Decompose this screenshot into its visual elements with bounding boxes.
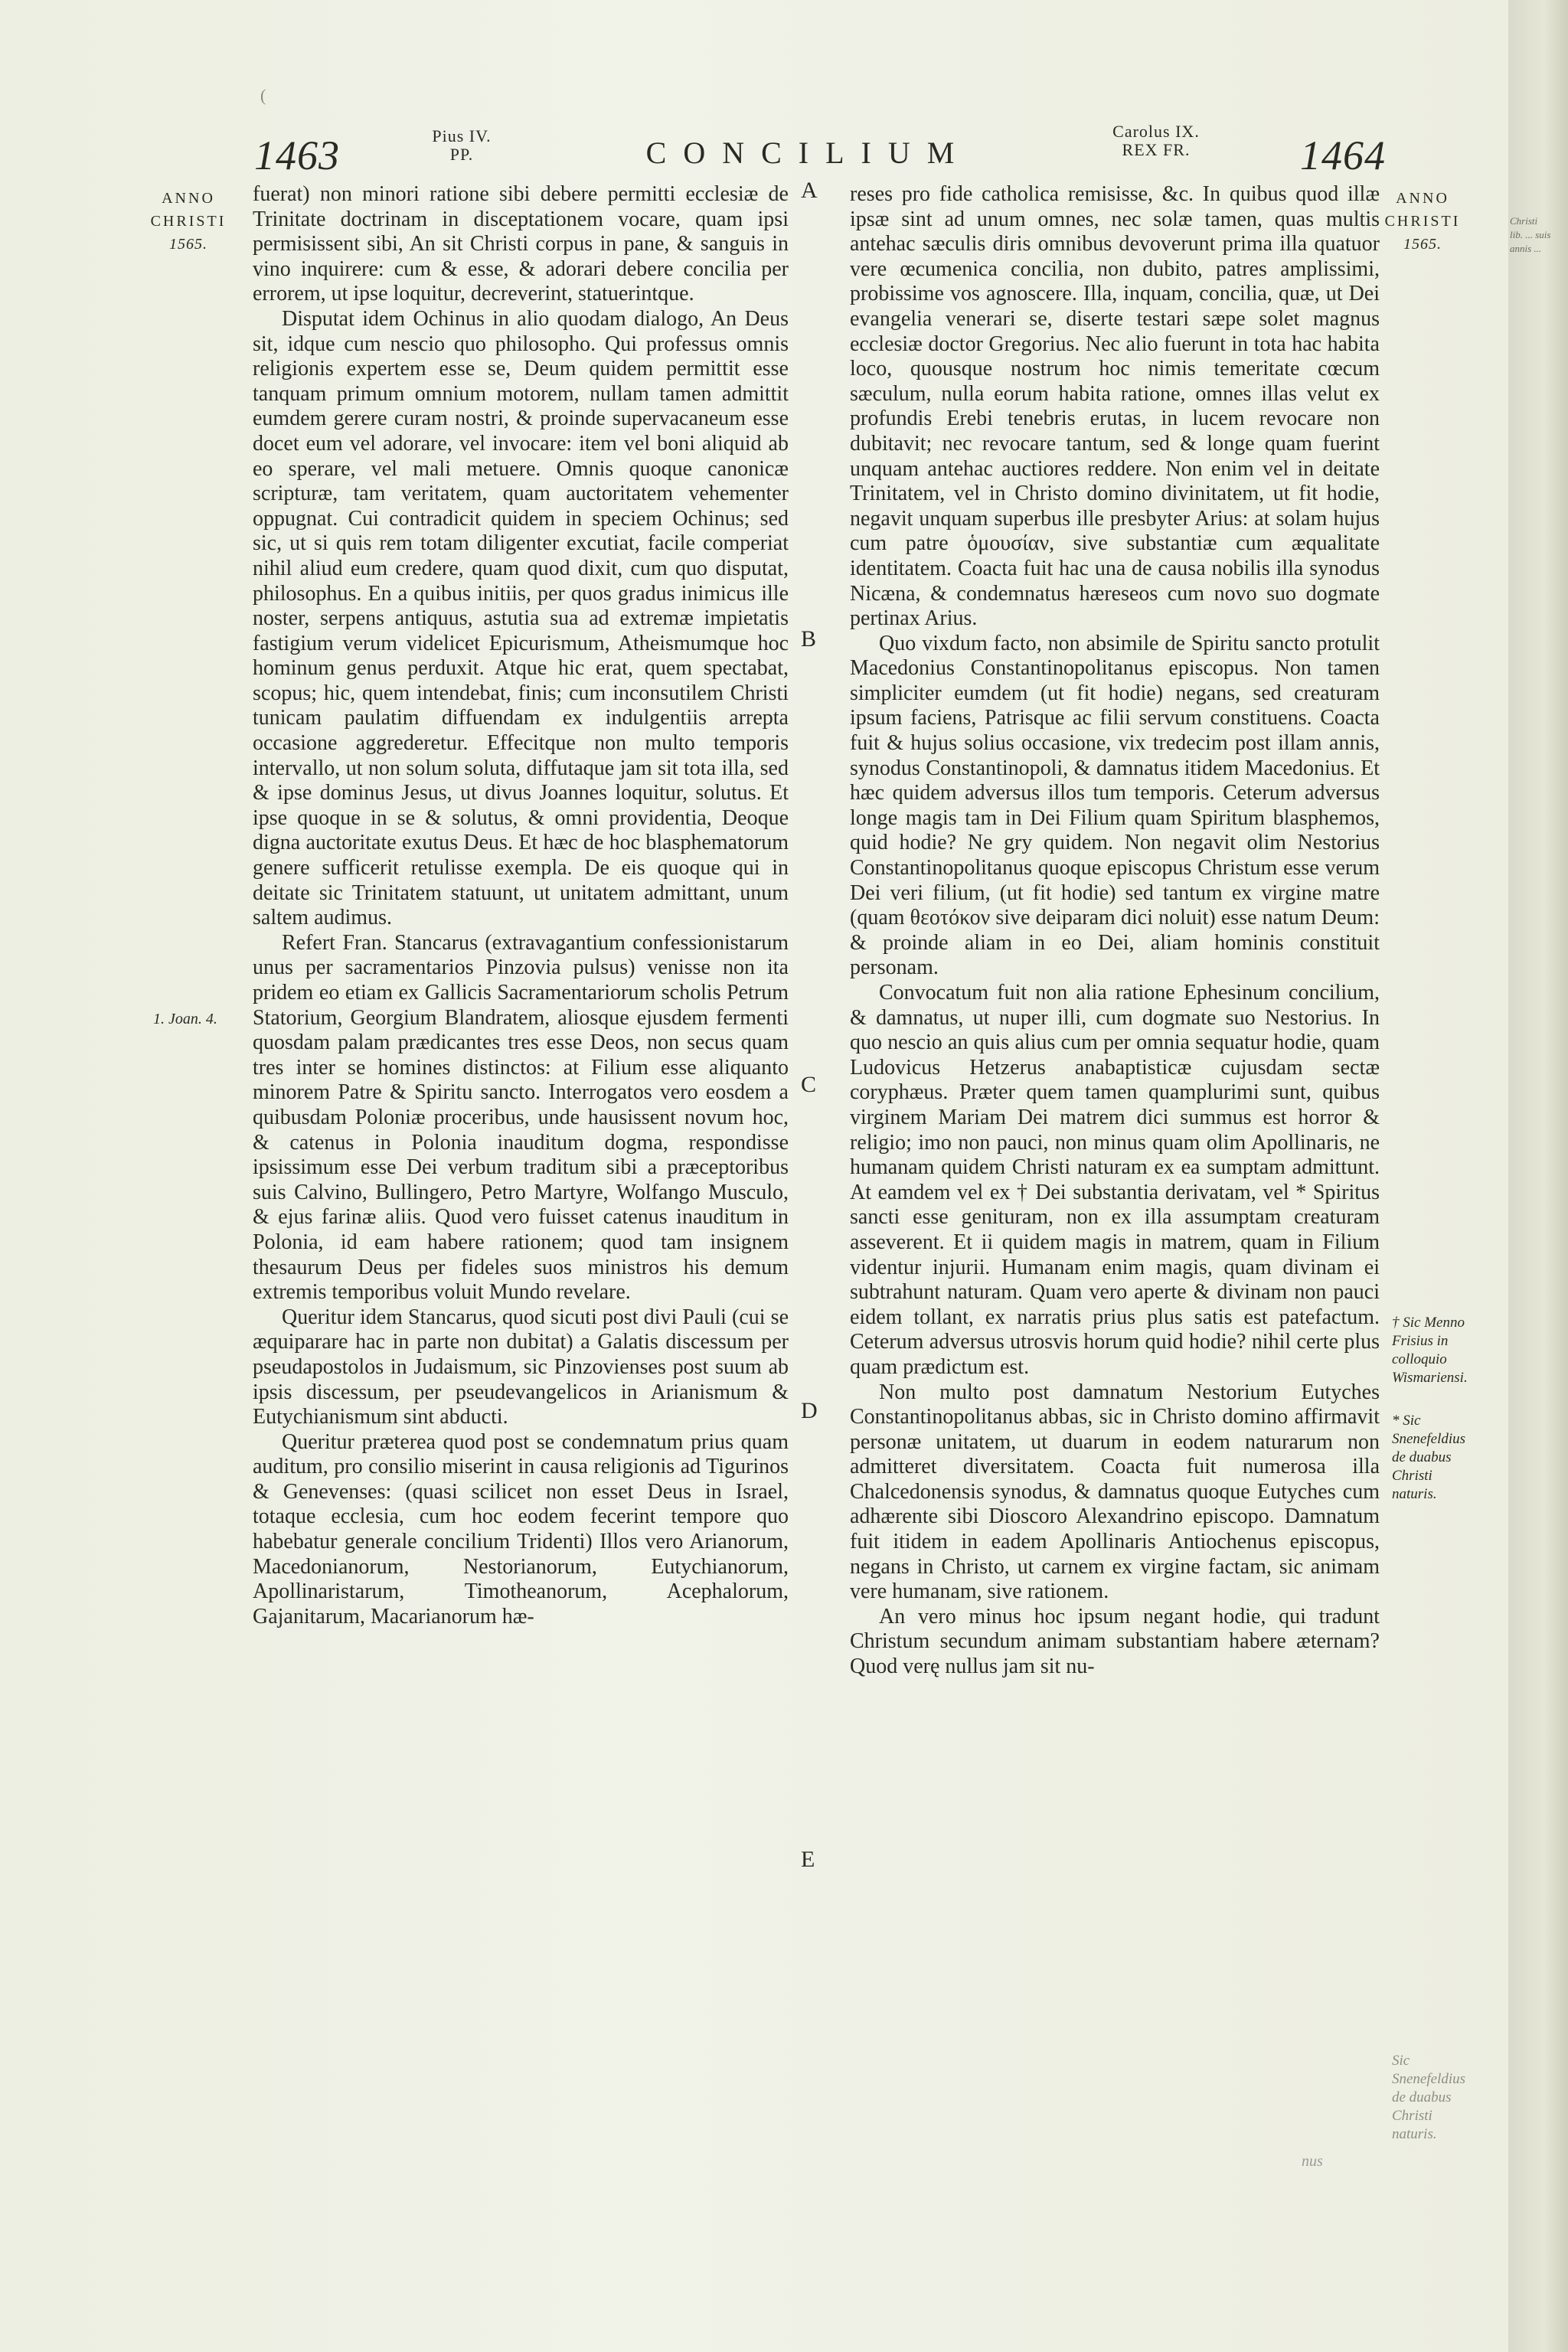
side-note-menno: † Sic Menno Frisius in colloquio Wismariensi. <box>1392 1315 1468 1386</box>
catchword: nus <box>1302 2153 1323 2170</box>
paragraph: An vero minus hoc ipsum negant hodie, qui tradunt Christum secundum animam substantiam habere æternam? Quod verę nullus jam sit nu- <box>850 1604 1380 1679</box>
paragraph: Disputat idem Ochinus in alio quodam dialogo, An Deus sit, idque cum nescio quo philosopho. Qui professus omnis religionis expertem esse se, Deum quidem permittit esse tanquam primum omnium motorem, nullam tamen admittit eumdem gerere curam nostri, & proinde supervacaneum esse docet eum vel adorare, vel invocare: item vel boni aliquid ab eo sperare, vel mali metuere. Omnis quoque canonicæ scripturæ, tam veritatem, quam auctoritatem vehementer oppugnat. Cui contradicit quidem in speciem Ochinus; sed sic, ut si quis rem totam diligenter excutiat, facile comperiat nihil aliud eum credere, quam quod dixit, cum quo disputat, philosophus. En a quibus initiis, per quos gradus inimicus ille noster, serpens antiquus, astutia sua ad extremæ impietatis fastigium verum videlicet Epicurismum, Atheismumque hoc hominum genus perduxit. Atque hic erat, quem spectabat, scopus; hic, quem intendebat, finis; cum inconsutilem Christi tunicam paulatim diffuendam ex indulgentiis arrepta occasione aggrederetur. Effecitque non multo temporis intervallo, ut non solum soluta, diffutaque jam sit tota illa, sed & ipse dominus Jesus, ut divus Joannes loquitur, solutus. Et ipse quoque in se & solutus, & omni providentia, Deoque digna auctoritate exutus Deus. Et hæc de hoc blasphematorum genere sufficerit retulisse exempla. De eis quoque qui in deitate sic Trinitatem statuunt, ut unitatem admittant, unum saltem audimus. <box>253 306 789 930</box>
christi-label: CHRISTI <box>150 213 227 230</box>
margin-note-scripture: 1. Joan. 4. <box>153 1011 217 1027</box>
side-note-snenefeldius-faded: Sic Snenefeldius de duabus Christi naturis. <box>1392 2053 1466 2142</box>
section-letter-e: E <box>801 1847 815 1872</box>
paragraph: fuerat) non minori ratione sibi debere permitti ecclesiæ de Trinitate doctrinam in disceptationem vocare, quam ipsi permisissent sibi, An sit Christi corpus in pane, & sanguis in vino inquirere: cum & esse, & adorari debere concilia per errorem, ut ipse loquitur, decreverint, statuerintque. <box>253 182 789 306</box>
anno-year: 1565. <box>1403 236 1442 253</box>
paragraph: Convocatum fuit non alia ratione Ephesinum concilium, & damnatus, ut nuper illi, cum dogmate suo Nestorius. In quo nescio an quis alius cum per omnia sequatur hodie, quam Ludovicus Hetzerus anabaptisticæ cujusdam sectæ coryphæus. Præter quem tamen quamplurimi sunt, quibus virginem Mariam Dei matrem dici summus est horror & religio; imo non pauci, non minus quam olim Apollinaris, ne humanam quidem Christi naturam ex ea sumptam admittunt. At eamdem vel ex † Dei substantia derivatam, vel * Spiritus sancti esse genituram, non ex illa assumptam creaturam asseverent. Et ii quidem magis in matrem, quam in Filium videntur injurii. Humanam enim magis, quam divinam ei subtrahunt naturam. Quam vero aperte & divinam non pauci eidem tollant, ex narratis prius plus satis est patefactum. Ceterum adversus utrosvis horum quid hodie? nihil certe plus quam prædictum est. <box>850 981 1380 1379</box>
anno-christi-right <box>1384 187 1461 256</box>
paragraph: Queritur idem Stancarus, quod sicuti post divi Pauli (cui se æquiparare hac in parte non dubitat) a Galatis discessum per pseudapostolos in Judaismum, sic Pinzovienses post suum ab ipsis discessum, per pseudevangelicos in Arianismum & Eutychianismum sint abducti. <box>253 1305 789 1429</box>
anno-christi-left <box>150 187 227 256</box>
header-carolus-rex: REX FR. <box>1122 140 1191 159</box>
paragraph: Quo vixdum facto, non absimile de Spiritu sancto protulit Macedonius Constantinopolitanus episcopus. Non tamen simpliciter eumdem (ut fit hodie) negans, sed creaturam ipsum faciens, Patrisque ac filii servum constituens. Coacta fuit & hujus solius occasione, vix tredecim post illam annis, synodus Constantinopoli, & damnatus itidem Macedonius. Et hæc quidem adversus illos tum temporis. Ceterum adversus longe magis tam in Dei Filium quam Spiritum blasphemos, quid hodie? Ne gry quidem. Non negavit olim Nestorius Constantinopolitanus quoque episcopus Christum esse verum Dei veri filium, (ut fit hodie) sed tantum ex virgine matre (quam θεοτόκον sive deiparam dici noluit) esse natum Deum: & proinde aliam in eo Dei, aliam hominis constituit personam. <box>850 631 1380 980</box>
paragraph: Queritur præterea quod post se condemnatum prius quam auditum, pro consilio miserint in causa religionis ad Tigurinos & Genevenses: (quasi scilicet non esset Deus in Israel, totaque ecclesia, cum hoc eodem fecerint tempore quo habebatur generale concilium Tridenti) Illos vero Arianorum, Macedonianorum, Nestorianorum, Eutychianorum, Apollinaristarum, Timotheanorum, Acephalorum, Gajanitarum, Macarianorum hæ- <box>253 1429 789 1628</box>
anno-label: ANNO <box>162 190 215 207</box>
page-number-left: 1463 <box>254 132 340 178</box>
section-letter-d: D <box>801 1398 818 1423</box>
header-pius-pp: PP. <box>449 145 474 164</box>
ink-mark: ( <box>260 86 266 105</box>
christi-label: CHRISTI <box>1384 213 1461 230</box>
left-column <box>253 182 789 1629</box>
header-carolus <box>1080 122 1233 159</box>
paragraph: Refert Fran. Stancarus (extravagantium confessionistarum unus per sacramentarios Pinzovia pulsus) venisse non ita pridem eo etiam ex Gallicis Sacramentariorum scholis Petrum Statorium, Georgium Blandratem, aliosque ejusdem fermenti quosdam palam prædicantes tres esse Deos, non secus quam tres inter se homines distinctos: at Filium esse aliquanto minorem Patre & Spiritu sancto. Interrogatos vero eosdem a quibusdam Poloniæ proceribus, unde hausissent novum hoc, & catenus in Polonia inauditum dogma, respondisse ipsissimum esse Dei verbum traditum sibi a præceptoribus suis Calvino, Bullingero, Petro Martyre, Wolfango Musculo, & ejus farinæ aliis. Quod vero fuisset catenus inauditum in Polonia, id eam habere rationem; quod tam insignem thesaurum Deus per fideles suos ministros his demum extremis temporibus voluit Mundo revelare. <box>253 930 789 1305</box>
paragraph: Non multo post damnatum Nestorium Eutyches Constantinopolitanus abbas, sic in Christo domino affirmavit personæ unitatem, ut duarum in eodem naturarum non admitteret diversitatem. Coacta fuit numerosa illa Chalcedonensis synodus, & damnatus quoque Eutyches cum adhærente sibi Dioscoro Alexandrino episcopo. Damnatum fuit itidem in eadem Apollinaris Antiochenus episcopus, negans in Christo, ut carnem ex virgine factam, sic animam vere humanam, sive rationem. <box>850 1380 1380 1604</box>
right-column <box>850 182 1380 1680</box>
section-letter-b: B <box>801 626 817 652</box>
side-note-snenefeldius: * Sic Snenefeldius de duabus Christi naturis. <box>1392 1413 1466 1502</box>
facing-page-fragment: Christi lib. ... suis annis ... <box>1510 215 1551 254</box>
anno-label: ANNO <box>1396 190 1449 207</box>
running-title: CONCILIUM <box>645 136 972 170</box>
header-pius <box>420 127 504 164</box>
facing-page-edge <box>1508 0 1568 2352</box>
anno-year: 1565. <box>169 236 207 253</box>
paragraph: reses pro fide catholica remisisse, &c. In quibus quod illæ ipsæ sint ad unum omnes, nec solæ tamen, quas multis antehac sæculis diris omnibus devoverunt prima illa quatuor vere œcumenica concilia, non dubito, patres amplissimi, probissime vos agnoscere. Illa, inquam, concilia, quæ, ut Dei evangelia venerari se, diserte testari sæpe solet magnus ecclesiæ doctor Gregorius. Nec alio fuerunt in tota hac habita loco, quousque nostrum hoc nimis temeritate cœcum sæculum, nulla eorum habita ratione, omnes illas velut ex profundis Erebi tenebris erutas, in lucem revocare non dubitavit; nec revocare tantum, sed & longe quam fuerint unquam antehac auctiores reddere. Non enim vel in deitate Trinitatem, vel in Christo domino divinitatem, ut fit hodie, negavit unquam superbus ille presbyter Arius: at solam hujus cum patre ὁμουσίαν, sive substantiæ cum æqualitate identitatem. Coacta fuit hac una de causa nobilis illa synodus Nicæna, & condemnatus hæreseos cum novo suo dogmate pertinax Arius. <box>850 182 1380 631</box>
section-letter-a: A <box>801 178 818 203</box>
header-carolus-name: Carolus IX. <box>1112 122 1200 141</box>
section-letter-c: C <box>801 1072 817 1097</box>
page-number-right: 1464 <box>1300 132 1386 178</box>
header-pius-name: Pius IV. <box>432 126 492 145</box>
